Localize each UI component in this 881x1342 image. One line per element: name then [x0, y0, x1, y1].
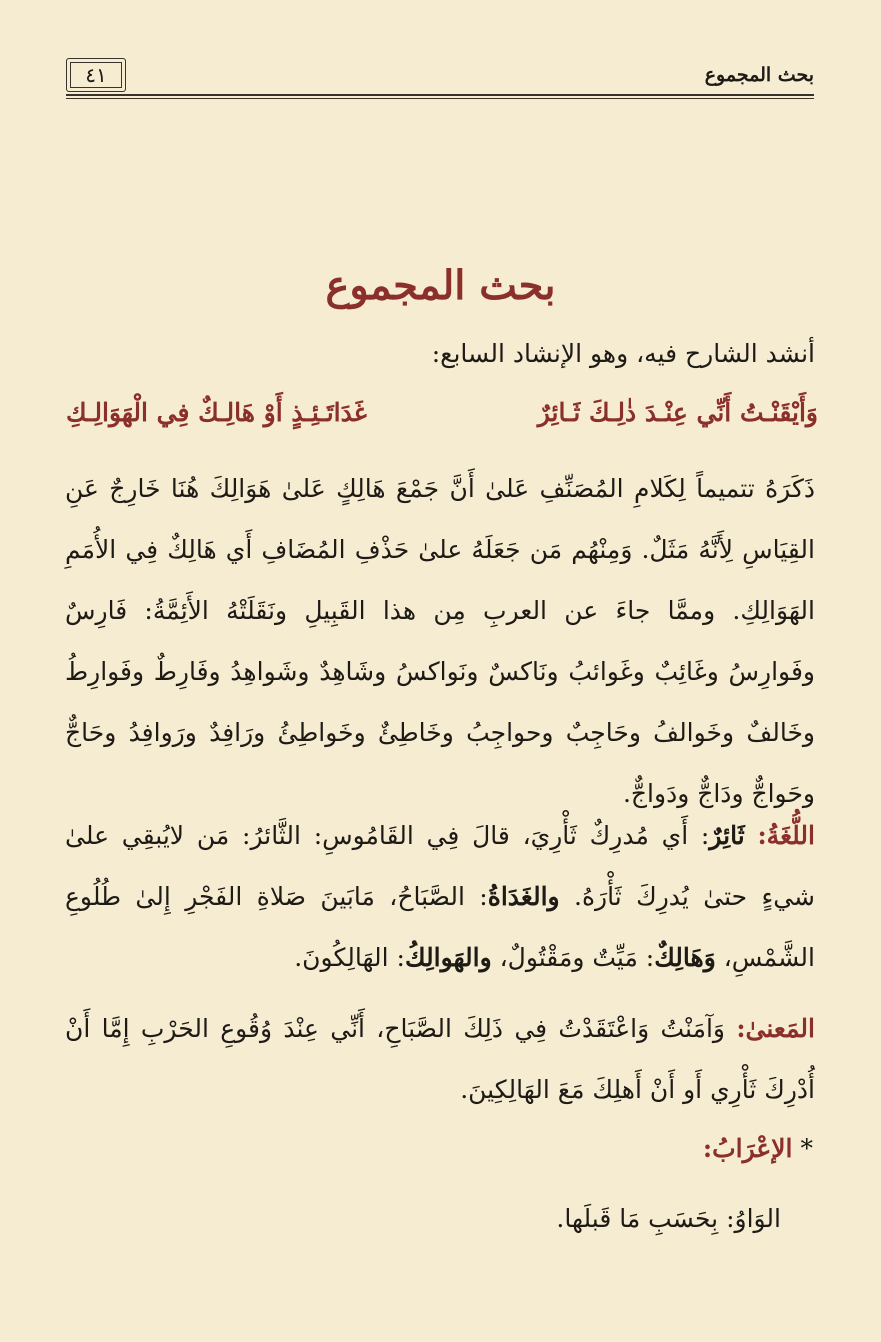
intro-line: أنشد الشارح فيه، وهو الإنشاد السابع:: [431, 339, 815, 368]
page-header: [66, 58, 814, 98]
irab-heading: [703, 1134, 813, 1163]
meaning-label: المَعنىٰ:: [736, 1014, 815, 1043]
meaning-paragraph: [65, 998, 815, 1120]
header-rule: [66, 94, 814, 96]
commentary-paragraph: ذَكَرَهُ تتميماً لِكَلامِ المُصَنِّفِ عَلىٰ أَنَّ جَمْعَ هَالِكٍ عَلىٰ هَوَالِكَ هُنَا خَارِجٌ عَنِ القِيَاسِ لِأَنَّهُ مَثَلٌ. وَمِنْهُم مَن جَعَلَهُ علىٰ حَذْفِ المُضَافِ أَي هَالِكٌ فِي الأُمَمِ الهَوَالِكِ. وممَّا جاءَ عن العربِ مِن هذا القَبِيلِ ونَقَلَتْهُ الأَئِمَّةُ: فَارِسٌ وفَوارِسُ وغَائِبٌ وغَوائبُ ونَاكسٌ ونَواكسُ وشَاهِدٌ وشَواهِدُ وفَارِطٌ وفَوارِطُ وخَالفٌ وخَوالفُ وحَاجِبٌ وحواجِبُ وخَاطِئٌ وخَواطِئُ ورَافِدٌ ورَوافِدُ وحَاجٌّ وحَواجٌّ ودَاجٌّ ودَواجٌّ.: [65, 474, 815, 808]
section-title: بحث المجموع: [325, 262, 556, 309]
term-halik: وَهَالِكٌ: [654, 943, 716, 972]
definition-thaer: : أَي مُدرِكٌ ثَأْرِيَ، قالَ فِي القَامُوسِ: الثَّائرُ: مَن لايُبقِي علىٰ شيءٍ حتىٰ يُدرِكَ ثَأْرَهُ.: [65, 821, 816, 911]
irab-label: الإعْرَابُ:: [702, 1134, 793, 1163]
definition-ghadah: : الصَّبَاحُ، مَابَينَ صَلاةِ الفَجْرِ إِلىٰ طُلُوعِ الشَّمْسِ،: [65, 882, 815, 972]
verse-first-hemistich: وَأَيْقَنْـتُ أَنِّي عِنْـدَ ذٰلِـكَ ثَـائِرٌ: [537, 398, 818, 427]
page-number: ٤١: [66, 58, 126, 92]
definition-hawalik: : الهَالِكُونَ.: [294, 943, 405, 972]
term-ghadah: والغَدَاةُ: [487, 882, 560, 911]
lexicon-paragraph: [65, 805, 815, 988]
lexicon-label: اللُّغَةُ:: [757, 821, 815, 850]
running-title: بحث المجموع: [704, 64, 814, 86]
definition-halik: : مَيِّتٌ ومَقْتُولٌ،: [499, 943, 655, 972]
term-thaer: ثَائِرٌ: [709, 821, 745, 850]
irab-waw-line: الوَاوُ: بِحَسَبِ مَا قَبلَها.: [556, 1204, 781, 1233]
header-rule-thin: [66, 98, 814, 99]
poetry-verse: [66, 398, 818, 442]
meaning-text: وَآمَنْتُ وَاعْتَقَدْتُ فِي ذَلِكَ الصَّبَاحِ، أَنِّي عِنْدَ وُقُوعِ الحَرْبِ إِمَّا أَنْ أُدْرِكَ ثَأْرِي أَو أَنْ أَهلِكَ مَعَ الهَالِكِينَ.: [65, 1014, 815, 1104]
term-hawalik: والهَوالِكُ: [404, 943, 492, 972]
star-icon: *: [800, 1134, 813, 1163]
verse-second-hemistich: غَدَاتَـئِـذٍ أَوْ هَالِـكٌ فِي الْهَوَالِـكِ: [66, 398, 367, 427]
